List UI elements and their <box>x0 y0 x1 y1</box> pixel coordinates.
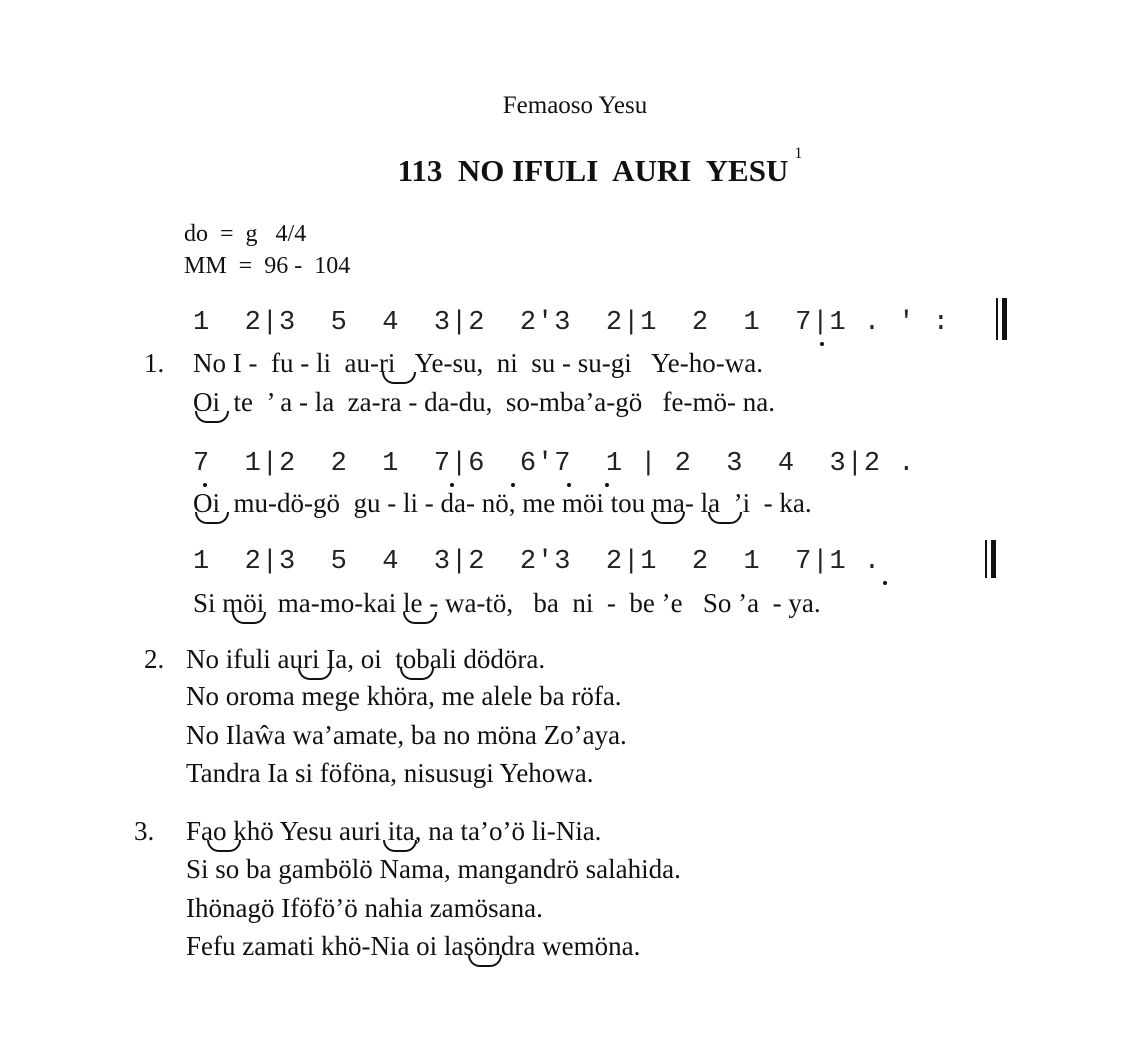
verse-number-2: 2. <box>144 644 165 674</box>
verse-1-lyric-line-2: Oi te ’ a - la za-ra - da-du, so-mba’a-gö fe-mö- na. <box>193 387 775 417</box>
verse-number-1: 1. <box>144 348 165 378</box>
lower-octave-dot <box>820 342 824 346</box>
final-barline-thin <box>985 540 987 578</box>
repeat-barline-thin <box>996 298 998 340</box>
lower-octave-dot <box>567 483 571 487</box>
verse-2-line-1: No ifuli auri Ia, oi tobali dödöra. <box>186 644 546 674</box>
lower-octave-dot <box>450 483 454 487</box>
verse-2-line-3: No Ilaŵa wa’amate, ba no möna Zo’aya. <box>186 720 627 750</box>
slur-mark <box>403 612 437 624</box>
refrain-lyric-line-2: Si möi ma-mo-kai le - wa-tö, ba ni - be ’e So ’a - ya. <box>193 588 821 618</box>
notation-line-3: 1 2|3 5 4 3|2 2'3 2|1 2 1 7|1 . <box>193 547 882 577</box>
notation-line-1: 1 2|3 5 4 3|2 2'3 2|1 2 1 7|1 . ' : <box>193 308 950 338</box>
slur-mark <box>195 512 229 524</box>
slur-mark <box>651 512 685 524</box>
lower-octave-dot <box>511 483 515 487</box>
verse-1-lyric-line-1: No I - fu - li au-ri Ye-su, ni su - su-gi Ye-ho-wa. <box>193 348 763 378</box>
slur-mark <box>708 512 742 524</box>
slur-mark <box>195 411 229 423</box>
tempo-marking: MM = 96 - 104 <box>184 253 351 279</box>
slur-mark <box>207 840 241 852</box>
verse-3-line-3: Ihönagö Iföfö’ö nahia zamösana. <box>186 893 543 923</box>
lower-octave-dot <box>203 483 207 487</box>
slur-mark <box>298 668 332 680</box>
slur-mark <box>232 612 266 624</box>
repeat-barline-thick <box>1002 298 1007 340</box>
verse-3-line-1: Fao khö Yesu auri ita, na ta’o’ö li-Nia. <box>186 816 602 846</box>
hymn-title-text: 113 NO IFULI AURI YESU <box>397 153 789 188</box>
verse-2-line-2: No oroma mege khöra, me alele ba röfa. <box>186 681 622 711</box>
lower-octave-dot <box>883 581 887 585</box>
notation-line-2: 7 1|2 2 1 7|6 6'7 1 | 2 3 4 3|2 . <box>193 449 916 479</box>
slur-mark <box>400 668 434 680</box>
lower-octave-dot <box>605 483 609 487</box>
hymn-title <box>0 144 1125 188</box>
section-label: Femaoso Yesu <box>502 92 648 119</box>
verse-3-line-2: Si so ba gambölö Nama, mangandrö salahida. <box>186 854 681 884</box>
slur-mark <box>382 372 416 384</box>
refrain-lyric-line-1: Oi mu-dö-gö gu - li - da- nö, me möi tou ma- la ’i - ka. <box>193 488 812 518</box>
key-signature: do = g 4/4 <box>184 221 307 247</box>
verse-3-line-4: Fefu zamati khö-Nia oi lasöndra wemöna. <box>186 931 641 961</box>
slur-mark <box>383 840 417 852</box>
final-barline-thick <box>991 540 996 578</box>
verse-2-line-4: Tandra Ia si föföna, nisusugi Yehowa. <box>186 758 594 788</box>
slur-mark <box>468 955 502 967</box>
footnote-mark: 1 <box>794 144 803 162</box>
verse-number-3: 3. <box>134 816 155 846</box>
